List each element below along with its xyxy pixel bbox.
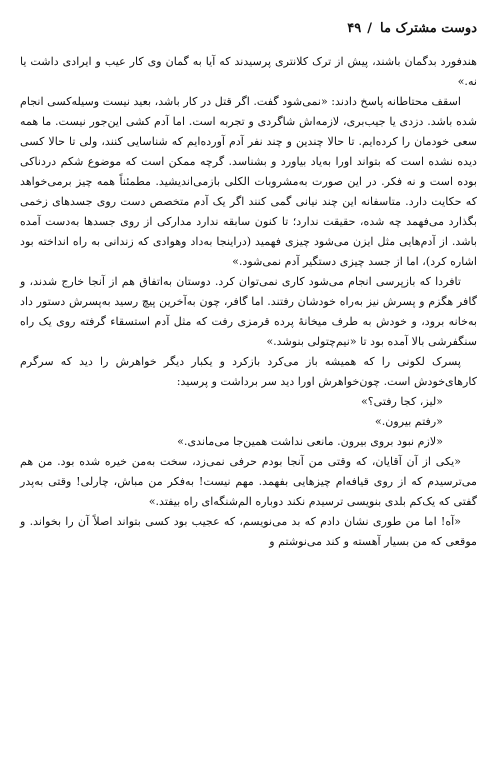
document-page [20,14,477,766]
header-separator: / [367,20,372,36]
dialogue-line: «رفتم بیرون.» [374,415,443,428]
page-number: ۴۹ [347,20,362,36]
paragraph: «آه! اما من طوری نشان دادم که بد می‌نویسم، که عجیب بود کسی بتواند اصلاً آن را بخواند. و موقعی که من بسیار آهسته و کند می‌نوشتم و [20,515,477,548]
dialogue-line: «لیز، کجا رفتی؟» [360,395,443,408]
paragraph: پسرک لکونی را که همیشه باز می‌کرد بازکرد و یکبار دیگر خواهرش را دید که سرگرم کارهای‌خودش است. چون‌خواهرش اورا دید سر برداشت و پرسید: [20,355,477,388]
paragraph: اسقف محتاطانه پاسخ دادند: «نمی‌شود گفت. اگر قتل در کار باشد، بعید نیست وسیله‌کسی انجام شده باشد. دزدی یا جیب‌بری، لازمه‌اش شاگردی و تجربه است. اما آدم کشی این‌جور نیست. ما همه سعی خودمان را کرده‌ایم. تا حالا چندین و چند نفر آدم آورده‌ایم که شناسایی کنند، ولی تا حالا کسی دیده نشده است که بتواند اورا به‌یاد بیاورد و بشناسد. گرچه ممکن است که موضوع شکم دردناکی بوده است و نه فکر. در این صورت به‌مشروبات الکلی بازمی‌اندیشید. مطمئناً همه چیز برمی‌خواهد که حکایت دارد. متاسفانه این چند نیانی گمی کنند اگر یک آدم متخصص دست روی جسدهای زخمی بگذارد می‌فهمد چه شده، حقیقت ندارد؛ تا کنون سابقه ندارد مدارکی از روی جسدها به‌دست آمده باشد. از آدم‌هایی مثل ایزن می‌شود چیزی فهمید (دراینجا به‌داد وهوادی که زندانی به راه انداخته بود اشاره کرد)، اما از جسد چیزی دستگیر آدم نمی‌شود.» [20,95,477,268]
dialogue-line: «لازم نبود بروی بیرون. مانعی نداشت همین‌جا می‌ماندی.» [177,435,443,448]
paragraph: هندفورد بدگمان باشند، پیش از ترک کلانتری پرسیدند که آیا به گمان وی کار عیب و ایرادی داشت یا نه.» [20,55,477,88]
page-header [20,14,477,42]
paragraph: تافردا که بازپرسی انجام می‌شود کاری نمی‌توان کرد. دوستان به‌اتفاق هم از آنجا خارج شدند، و گافر هگزم و پسرش نیز به‌راه خودشان رفتند. اما گافر، چون به‌آخرین پیچ رسید به‌پسرش دستور داد به‌خانه برود، و خودش به طرف میخانهٔ پرده قرمزی رفت که مثل آدم استسقاء گرفته روی یک راه سنگفرشی بالا آمده بود تا «نیم‌چتولی بنوشد.» [20,275,477,348]
paragraph: «یکی از آن آقایان، که وقتی من آنجا بودم حرفی نمی‌زد، سخت به‌من خیره شده بود. من هم می‌ترسیدم که از روی قیافه‌ام چیزهایی بفهمد. مهم نیست! به‌فکر من مباش، چارلی! وقتی به‌پدر گفتی که یک‌کم بلدی بنویسی ترسیدم نکند دوباره الم‌شنگه‌ای راه بیفتد.» [20,455,477,508]
book-title: دوست مشترک ما [380,20,477,36]
